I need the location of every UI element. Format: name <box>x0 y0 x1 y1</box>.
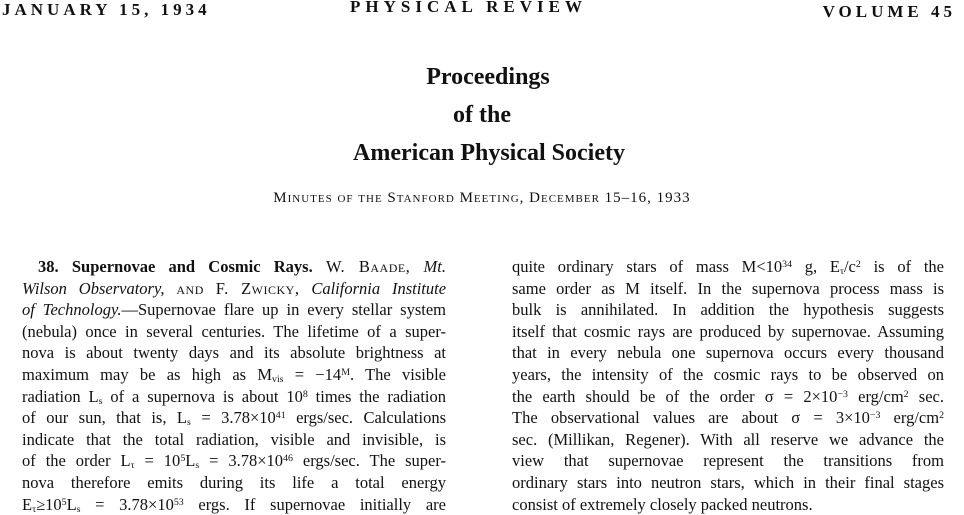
affiliation-2-cont: of Technology. <box>22 300 122 320</box>
running-header <box>0 0 964 28</box>
abstract-line: quite ordinary stars of mass $M<10^{34}$ g, $E_\tau/c^2$ is of the <box>512 257 944 277</box>
abstract-line: maximum may be as high as $M_{vis} = -14^M$. The visible <box>22 364 446 385</box>
abstract-line: consist of extremely closely packed neutrons. <box>512 494 813 514</box>
title-line-1: Proceedings <box>426 64 550 90</box>
abstract-line: the earth should be of the order $\sigma = 2\times 10^{-3}$ erg/$cm^2$ sec. <box>512 386 944 406</box>
title-line-2: of the <box>453 102 511 128</box>
abstract-left-column <box>22 256 446 515</box>
abstract-right-column <box>512 256 944 515</box>
abstract-line: nova therefore emits during its life a total energy <box>22 472 446 492</box>
proceedings-title <box>0 58 964 172</box>
volume-number: VOLUME 45 <box>822 2 956 21</box>
abstract-line <box>22 278 446 300</box>
abstract-line: view that supernovae represent the transitions from <box>512 451 944 471</box>
abstract-line: bulk is annihilated. In addition the hypothesis suggests <box>512 300 944 320</box>
abstract-line: radiation $L_s$ of a supernova is about $10^8$ times the radiation <box>22 386 446 407</box>
abstract-line: nova is about twenty days and its absolute brightness at <box>22 343 446 363</box>
abstract-line: same order as M itself. In the supernova process mass is <box>512 278 944 298</box>
abstract-line: of our sun, that is, $L_s = 3.78\times 10^{41}$ ergs/sec. Calculations <box>22 408 446 429</box>
abstract-line: sec. (Millikan, Regener). With all reserve we advance the <box>512 429 944 449</box>
abstract-line <box>22 299 446 321</box>
abstract-line: $E_\tau\ge 10^5L_s = 3.78\times 10^{53}$ ergs. If supernovae initially are <box>22 494 446 515</box>
abstract-text: —Supernovae flare up in every stellar system <box>121 300 446 320</box>
author-1: W. Baade, <box>325 257 411 276</box>
abstract-line: indicate that the total radiation, visible and invisible, is <box>22 429 446 449</box>
abstract-title: 38. Supernovae and Cosmic Rays. <box>38 257 313 276</box>
affiliation-1: Mt. <box>423 257 446 276</box>
affiliation-2: California Institute <box>311 278 447 298</box>
abstract-line: ordinary stars into neutron stars, which in their final stages <box>512 472 944 492</box>
abstract-line: of the order $L_\tau = 10^5L_s = 3.78\times 10^{46}$ ergs/sec. The super- <box>22 451 446 472</box>
affiliation-1-cont: Wilson Observatory, <box>22 278 165 298</box>
abstract-line <box>22 256 446 278</box>
abstract-line: The observational values are about $\sigma = 3\times 10^{-3}$ erg/$cm^2$ <box>512 408 945 428</box>
abstract-line: (nebula) once in several centuries. The lifetime of a super- <box>22 321 446 341</box>
meeting-minutes-heading: Minutes of the Stanford Meeting, December 15–16, 1933 <box>273 190 691 206</box>
abstract-line: years, the intensity of the cosmic rays to be observed on <box>512 364 944 384</box>
journal-name: PHYSICAL REVIEW <box>350 0 588 16</box>
title-line-3: American Physical Society <box>353 140 625 166</box>
author-2: F. Zwicky, <box>215 278 300 298</box>
and-word: and <box>176 278 204 298</box>
abstract-line: itself that cosmic rays are produced by supernovae. Assuming <box>512 321 944 341</box>
issue-date: JANUARY 15, 1934 <box>2 0 211 19</box>
abstract-line: that in every nebula one supernova occurs every thousand <box>512 343 944 363</box>
